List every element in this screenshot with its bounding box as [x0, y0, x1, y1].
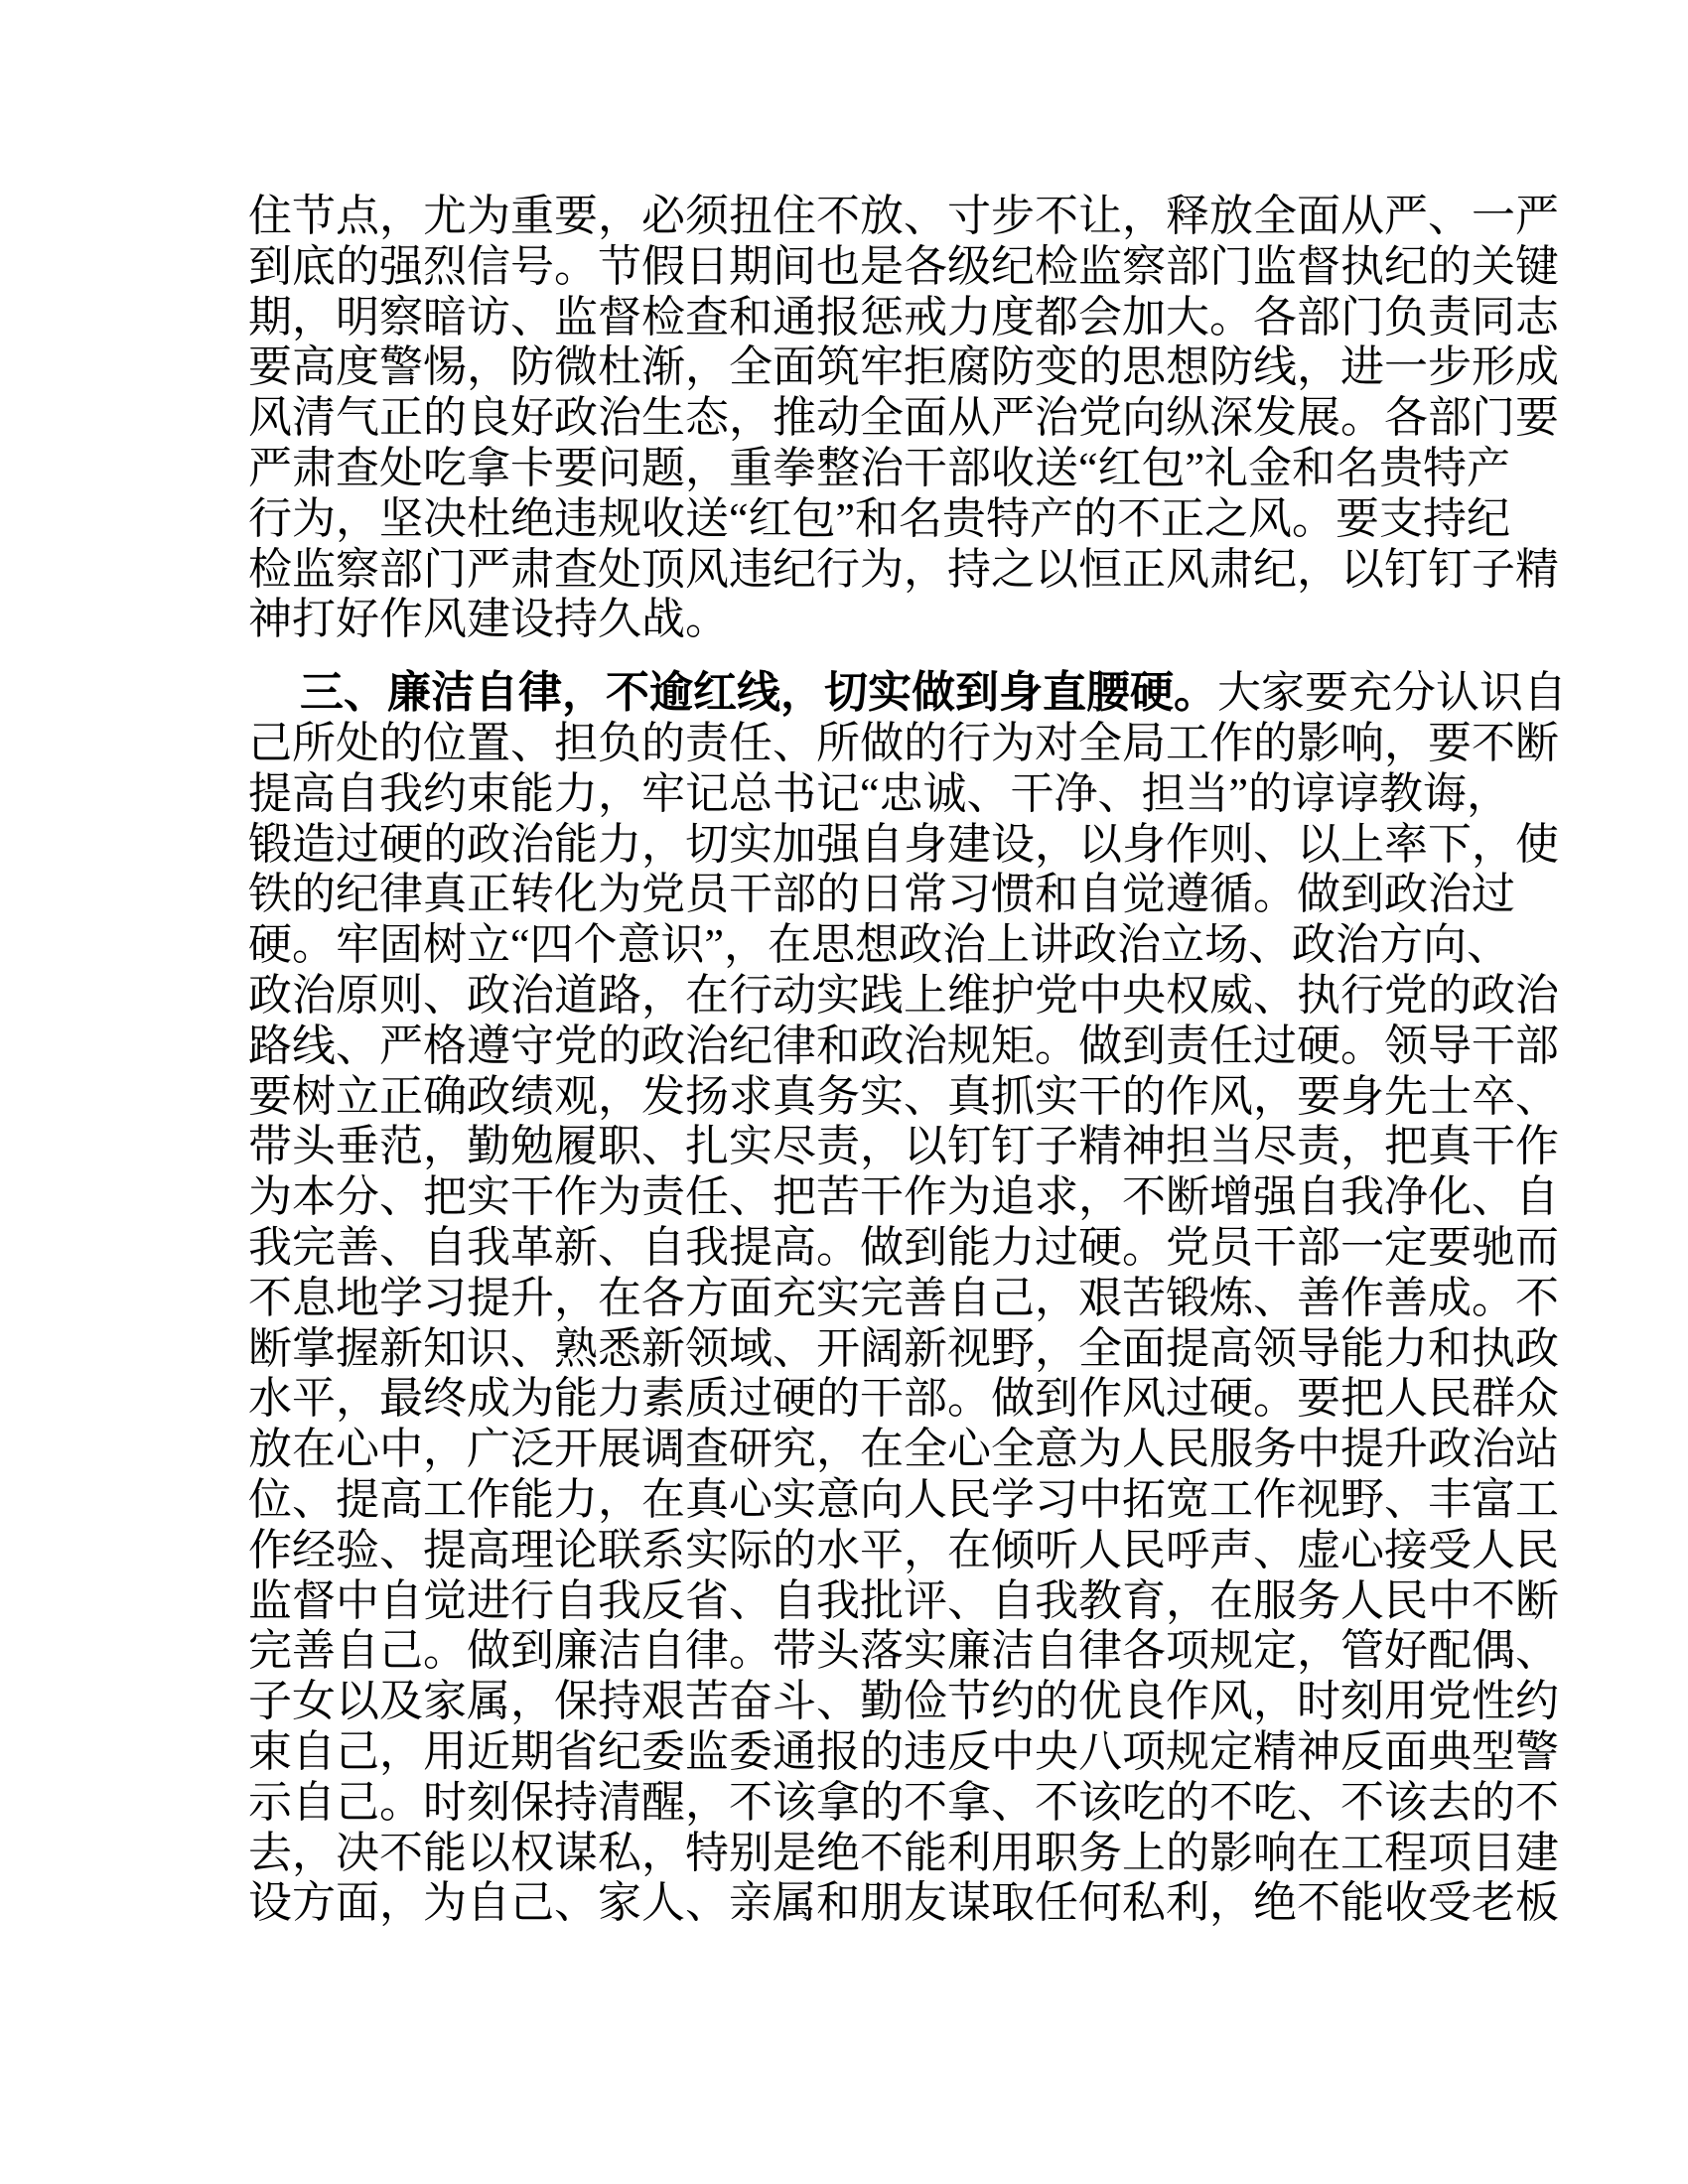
text-line: 束自己，用近期省纪委监委通报的违反中央八项规定精神反面典型警	[248, 1726, 1559, 1776]
text-line: 带头垂范，勤勉履职、扎实尽责，以钉钉子精神担当尽责，把真干作	[248, 1122, 1559, 1171]
text-line: 放在心中，广泛开展调查研究，在全心全意为人民服务中提升政治站	[248, 1425, 1559, 1474]
text-line: 要树立正确政绩观，发扬求真务实、真抓实干的作风，要身先士卒、	[248, 1071, 1559, 1121]
paragraph-2	[248, 668, 1567, 1929]
text-line: 硬。牢固树立“四个意识”，在思想政治上讲政治立场、政治方向、	[248, 920, 1511, 970]
text-line: 神打好作风建设持久战。	[248, 595, 729, 644]
text-line: 路线、严格遵守党的政治纪律和政治规矩。做到责任过硬。领导干部	[248, 1021, 1559, 1070]
text-line: 示自己。时刻保持清醒，不该拿的不拿、不该吃的不吃、不该去的不	[248, 1777, 1559, 1827]
text-line: 严肃查处吃拿卡要问题，重拳整治干部收送“红包”礼金和名贵特产	[248, 443, 1511, 492]
text-line: 监督中自觉进行自我反省、自我批评、自我教育，在服务人民中不断	[248, 1575, 1559, 1625]
text-line: 提高自我约束能力，牢记总书记“忠诚、干净、担当”的谆谆教诲，	[248, 768, 1511, 818]
text-line: 住节点，尤为重要，必须扭住不放、寸步不让，释放全面从严、一严	[248, 192, 1559, 240]
text-line: 风清气正的良好政治生态，推动全面从严治党向纵深发展。各部门要	[248, 393, 1559, 443]
text-line: 作经验、提高理论联系实际的水平，在倾听人民呼声、虚心接受人民	[248, 1525, 1559, 1574]
text-line: 锻造过硬的政治能力，切实加强自身建设，以身作则、以上率下，使	[248, 819, 1559, 869]
heading-tail-text: 大家要充分认识自	[1217, 668, 1567, 718]
text-line: 政治原则、政治道路，在行动实践上维护党中央权威、执行党的政治	[248, 970, 1559, 1020]
text-line: 行为，坚决杜绝违规收送“红包”和名贵特产的不正之风。要支持纪	[248, 493, 1511, 543]
text-line: 我完善、自我革新、自我提高。做到能力过硬。党员干部一定要驰而	[248, 1222, 1559, 1272]
document-page	[248, 192, 1567, 1929]
section-heading: 三、廉洁自律，不逾红线，切实做到身直腰硬。	[300, 668, 1217, 718]
text-line: 断掌握新知识、熟悉新领域、开阔新视野，全面提高领导能力和执政	[248, 1323, 1559, 1373]
text-line: 去，决不能以权谋私，特别是绝不能利用职务上的影响在工程项目建	[248, 1828, 1559, 1877]
section-heading-line	[248, 668, 1567, 719]
text-line: 期，明察暗访、监督检查和通报惩戒力度都会加大。各部门负责同志	[248, 292, 1559, 341]
text-line: 检监察部门严肃查处顶风违纪行为，持之以恒正风肃纪，以钉钉子精	[248, 544, 1559, 594]
text-line: 子女以及家属，保持艰苦奋斗、勤俭节约的优良作风，时刻用党性约	[248, 1677, 1559, 1726]
text-line: 到底的强烈信号。节假日期间也是各级纪检监察部门监督执纪的关键	[248, 241, 1559, 291]
text-line: 设方面，为自己、家人、亲属和朋友谋取任何私利，绝不能收受老板	[248, 1878, 1559, 1928]
text-line: 要高度警惕，防微杜渐，全面筑牢拒腐防变的思想防线，进一步形成	[248, 342, 1559, 392]
text-line: 铁的纪律真正转化为党员干部的日常习惯和自觉遵循。做到政治过	[248, 870, 1515, 919]
text-line: 不息地学习提升，在各方面充实完善自己，艰苦锻炼、善作善成。不	[248, 1273, 1559, 1322]
text-line: 完善自己。做到廉洁自律。带头落实廉洁自律各项规定，管好配偶、	[248, 1626, 1559, 1676]
text-line: 水平，最终成为能力素质过硬的干部。做到作风过硬。要把人民群众	[248, 1374, 1559, 1424]
text-line: 己所处的位置、担负的责任、所做的行为对全局工作的影响，要不断	[248, 718, 1559, 767]
text-line: 为本分、把实干作为责任、把苦干作为追求，不断增强自我净化、自	[248, 1172, 1559, 1222]
paragraph-1	[248, 192, 1559, 645]
text-line: 位、提高工作能力，在真心实意向人民学习中拓宽工作视野、丰富工	[248, 1474, 1559, 1524]
